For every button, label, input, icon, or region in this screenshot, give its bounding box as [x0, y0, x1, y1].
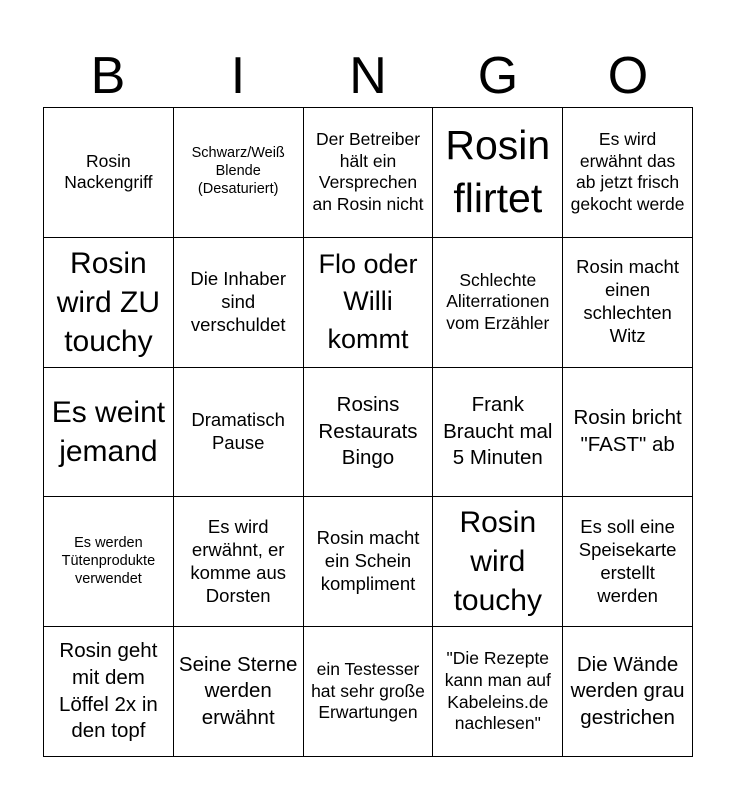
- cell-text: Es wird erwähnt, er komme aus Dorsten: [190, 515, 286, 606]
- header-letter-b: B: [90, 47, 126, 105]
- bingo-cell-r1-c3[interactable]: [304, 108, 434, 238]
- header-letter-o: O: [607, 47, 649, 105]
- cell-text: ein Testesser hat sehr große Erwartungen: [311, 659, 425, 723]
- bingo-cell-r2-c3[interactable]: [304, 238, 434, 368]
- bingo-cell-r1-c1[interactable]: [44, 108, 174, 238]
- bingo-cell-r5-c3[interactable]: [304, 627, 434, 757]
- bingo-cell-r5-c2[interactable]: [174, 627, 304, 757]
- cell-text: Seine Sterne werden erwähnt: [178, 652, 298, 729]
- cell-text: Dramatisch Pause: [191, 409, 285, 453]
- cell-text: Schwarz/Weiß Blende (Desaturiert): [191, 145, 285, 198]
- bingo-cell-r4-c1[interactable]: [44, 497, 174, 627]
- bingo-cell-r2-c5[interactable]: [563, 238, 693, 368]
- cell-text: Flo oder Willi kommt: [318, 248, 418, 355]
- cell-text: Frank Braucht mal 5 Minuten: [443, 393, 553, 470]
- bingo-cell-r5-c4[interactable]: [433, 627, 563, 757]
- header-letter-g: G: [477, 47, 519, 105]
- bingo-cell-r3-c5[interactable]: [563, 368, 693, 498]
- bingo-header: [43, 46, 693, 106]
- cell-text: Rosin bricht "FAST" ab: [573, 406, 682, 456]
- bingo-cell-r5-c1[interactable]: [44, 627, 174, 757]
- bingo-cell-r3-c2[interactable]: [174, 368, 304, 498]
- cell-text: Es wird erwähnt das ab jetzt frisch gekocht werde: [570, 129, 685, 215]
- cell-text: Rosin geht mit dem Löffel 2x in den topf: [59, 639, 158, 743]
- cell-text: Es weint jemand: [51, 395, 166, 468]
- bingo-cell-r1-c4[interactable]: [433, 108, 563, 238]
- bingo-cell-r1-c5[interactable]: [563, 108, 693, 238]
- bingo-cell-r4-c5[interactable]: [563, 497, 693, 627]
- bingo-cell-r2-c1[interactable]: [44, 238, 174, 368]
- cell-text: Schlechte Aliterrationen vom Erzähler: [446, 269, 550, 334]
- bingo-cell-r4-c2[interactable]: [174, 497, 304, 627]
- cell-text: Die Wände werden grau gestrichen: [570, 652, 685, 729]
- cell-text: Rosin wird touchy: [453, 506, 542, 618]
- cell-text: Rosins Restaurats Bingo: [318, 393, 418, 470]
- cell-text: "Die Rezepte kann man auf Kabeleins.de nachlesen": [444, 648, 551, 734]
- cell-text: Die Inhaber sind verschuldet: [190, 267, 287, 335]
- header-letter-n: N: [349, 47, 387, 105]
- cell-text: Rosin flirtet: [445, 122, 551, 222]
- bingo-cell-r5-c5[interactable]: [563, 627, 693, 757]
- cell-text: Rosin wird ZU touchy: [56, 246, 161, 358]
- bingo-cell-r2-c2[interactable]: [174, 238, 304, 368]
- cell-text: Es soll eine Speisekarte erstellt werden: [578, 515, 677, 606]
- header-letter-i: I: [230, 47, 246, 105]
- cell-text: Rosin Nackengriff: [64, 150, 153, 193]
- bingo-cell-r3-c1[interactable]: [44, 368, 174, 498]
- cell-text: Der Betreiber hält ein Versprechen an Rosin nicht: [312, 129, 424, 215]
- bingo-cell-r1-c2[interactable]: [174, 108, 304, 238]
- bingo-cell-r3-c4[interactable]: [433, 368, 563, 498]
- bingo-card-grid: [43, 107, 693, 757]
- cell-text: Es werden Tütenprodukte verwendet: [61, 534, 156, 587]
- bingo-cell-r2-c4[interactable]: [433, 238, 563, 368]
- cell-text: Rosin macht einen schlechten Witz: [576, 256, 679, 347]
- bingo-cell-r4-c3[interactable]: [304, 497, 434, 627]
- cell-text: Rosin macht ein Schein kompliment: [316, 527, 420, 595]
- bingo-cell-r3-c3[interactable]: [304, 368, 434, 498]
- bingo-cell-r4-c4[interactable]: [433, 497, 563, 627]
